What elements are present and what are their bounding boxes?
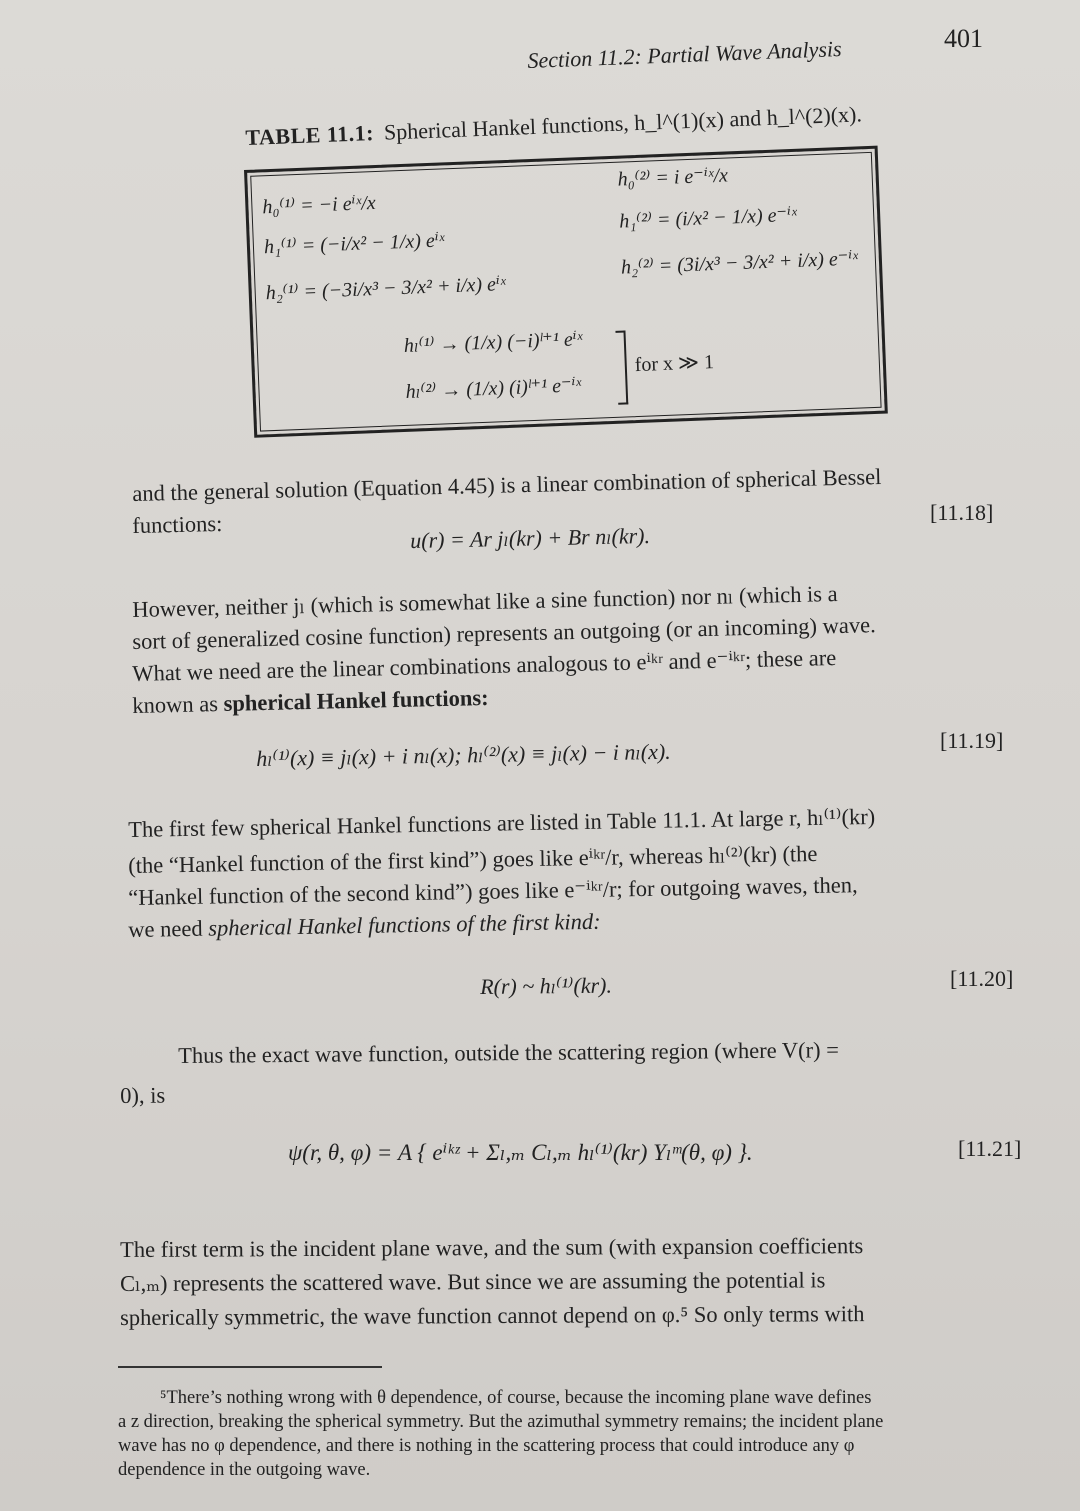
table-row-right-0: h₀⁽²⁾ = i e⁻ⁱˣ/x <box>617 164 729 191</box>
asymptotic-condition: for x ≫ 1 <box>634 351 715 377</box>
paragraph-2-line-4 <box>132 682 489 721</box>
paragraph-1-line-2: functions: <box>132 510 223 538</box>
term-hankel-first-kind: spherical Hankel functions of the first kind: <box>208 908 601 941</box>
table-row-left-1: h₁⁽¹⁾ = (−i/x² − 1/x) eⁱˣ <box>263 229 445 259</box>
paragraph-2-line-1: However, neither jₗ (which is somewhat like a sine function) nor nₗ (which is a <box>132 580 838 622</box>
paragraph-2-line-4-lead: known as <box>132 690 224 718</box>
equation-11-18: u(r) = Ar jₗ(kr) + Br nₗ(kr). <box>410 522 651 553</box>
table-asymptotic-2: hₗ⁽²⁾ → (1/x) (i)ˡ⁺¹ e⁻ⁱˣ <box>405 374 582 403</box>
paragraph-4-line-1: Thus the exact wave function, outside the scattering region (where V(r) = <box>178 1037 840 1068</box>
paragraph-3-line-1: The first few spherical Hankel functions are listed in Table 11.1. At large r, hₗ⁽¹⁾(kr) <box>128 803 876 842</box>
paragraph-5-line-3: spherically symmetric, the wave function cannot depend on φ.⁵ So only terms with <box>120 1301 865 1330</box>
equation-11-21: ψ(r, θ, φ) = A { eⁱᵏᶻ + Σₗ,ₘ Cₗ,ₘ hₗ⁽¹⁾(kr) Yₗᵐ(θ, φ) }. <box>288 1140 753 1165</box>
paragraph-4-line-2: 0), is <box>120 1082 166 1108</box>
equation-11-20: R(r) ~ hₗ⁽¹⁾(kr). <box>480 972 613 999</box>
paragraph-3-line-3: “Hankel function of the second kind”) goes like e⁻ⁱᵏʳ/r; for outgoing waves, then, <box>128 872 858 910</box>
paragraph-2-line-3: What we need are the linear combinations analogous to eⁱᵏʳ and e⁻ⁱᵏʳ; these are <box>132 645 837 686</box>
table-caption <box>245 101 862 151</box>
table-caption-text: Spherical Hankel functions, h_l^(1)(x) and h_l^(2)(x). <box>383 101 863 145</box>
hankel-table <box>244 146 888 438</box>
paragraph-2-line-2: sort of generalized cosine function) represents an outgoing (or an incoming) wave. <box>132 612 876 654</box>
footnote-rule <box>118 1366 382 1368</box>
table-row-right-1: h₁⁽²⁾ = (i/x² − 1/x) e⁻ⁱˣ <box>618 203 798 233</box>
footnote-line-3: wave has no φ dependence, and there is nothing in the scattering process that could introduce any φ <box>118 1436 855 1456</box>
equation-11-19: hₗ⁽¹⁾(x) ≡ jₗ(x) + i nₗ(x); hₗ⁽²⁾(x) ≡ jₗ(x) − i nₗ(x). <box>256 738 671 771</box>
term-spherical-hankel: spherical Hankel functions: <box>223 684 489 716</box>
paragraph-1-line-1: and the general solution (Equation 4.45) is a linear combination of spherical Bessel <box>132 464 882 506</box>
equation-number-11-21: [11.21] <box>958 1136 1022 1161</box>
equation-number-11-20: [11.20] <box>950 966 1014 991</box>
running-header: Section 11.2: Partial Wave Analysis <box>527 35 843 74</box>
table-label: TABLE 11.1: <box>245 120 375 151</box>
equation-number-11-18: [11.18] <box>930 500 994 525</box>
paragraph-3-line-4-lead: we need <box>128 915 209 942</box>
paragraph-5-line-2: Cₗ,ₘ) represents the scattered wave. But since we are assuming the potential is <box>120 1267 826 1296</box>
table-asymptotic-1: hₗ⁽¹⁾ → (1/x) (−i)ˡ⁺¹ eⁱˣ <box>403 328 583 357</box>
right-brace <box>615 330 628 404</box>
paragraph-3-line-2: (the “Hankel function of the first kind”) goes like eⁱᵏʳ/r, whereas hₗ⁽²⁾(kr) (the <box>128 840 818 878</box>
footnote-line-2: a z direction, breaking the spherical symmetry. But the azimuthal symmetry remains; the incident plane <box>118 1412 884 1432</box>
table-row-right-2: h₂⁽²⁾ = (3i/x³ − 3/x² + i/x) e⁻ⁱˣ <box>620 247 859 279</box>
footnote-line-4: dependence in the outgoing wave. <box>118 1460 371 1480</box>
paragraph-5-line-1: The first term is the incident plane wave, and the sum (with expansion coefficients <box>120 1233 864 1262</box>
table-row-left-2: h₂⁽¹⁾ = (−3i/x³ − 3/x² + i/x) eⁱˣ <box>265 273 507 305</box>
footnote-line-1: ⁵There’s nothing wrong with θ dependence, of course, because the incoming plane wave defines <box>160 1388 872 1408</box>
page-number: 401 <box>944 24 983 53</box>
table-row-left-0: h₀⁽¹⁾ = −i eⁱˣ/x <box>262 191 377 219</box>
equation-number-11-19: [11.19] <box>940 728 1004 753</box>
